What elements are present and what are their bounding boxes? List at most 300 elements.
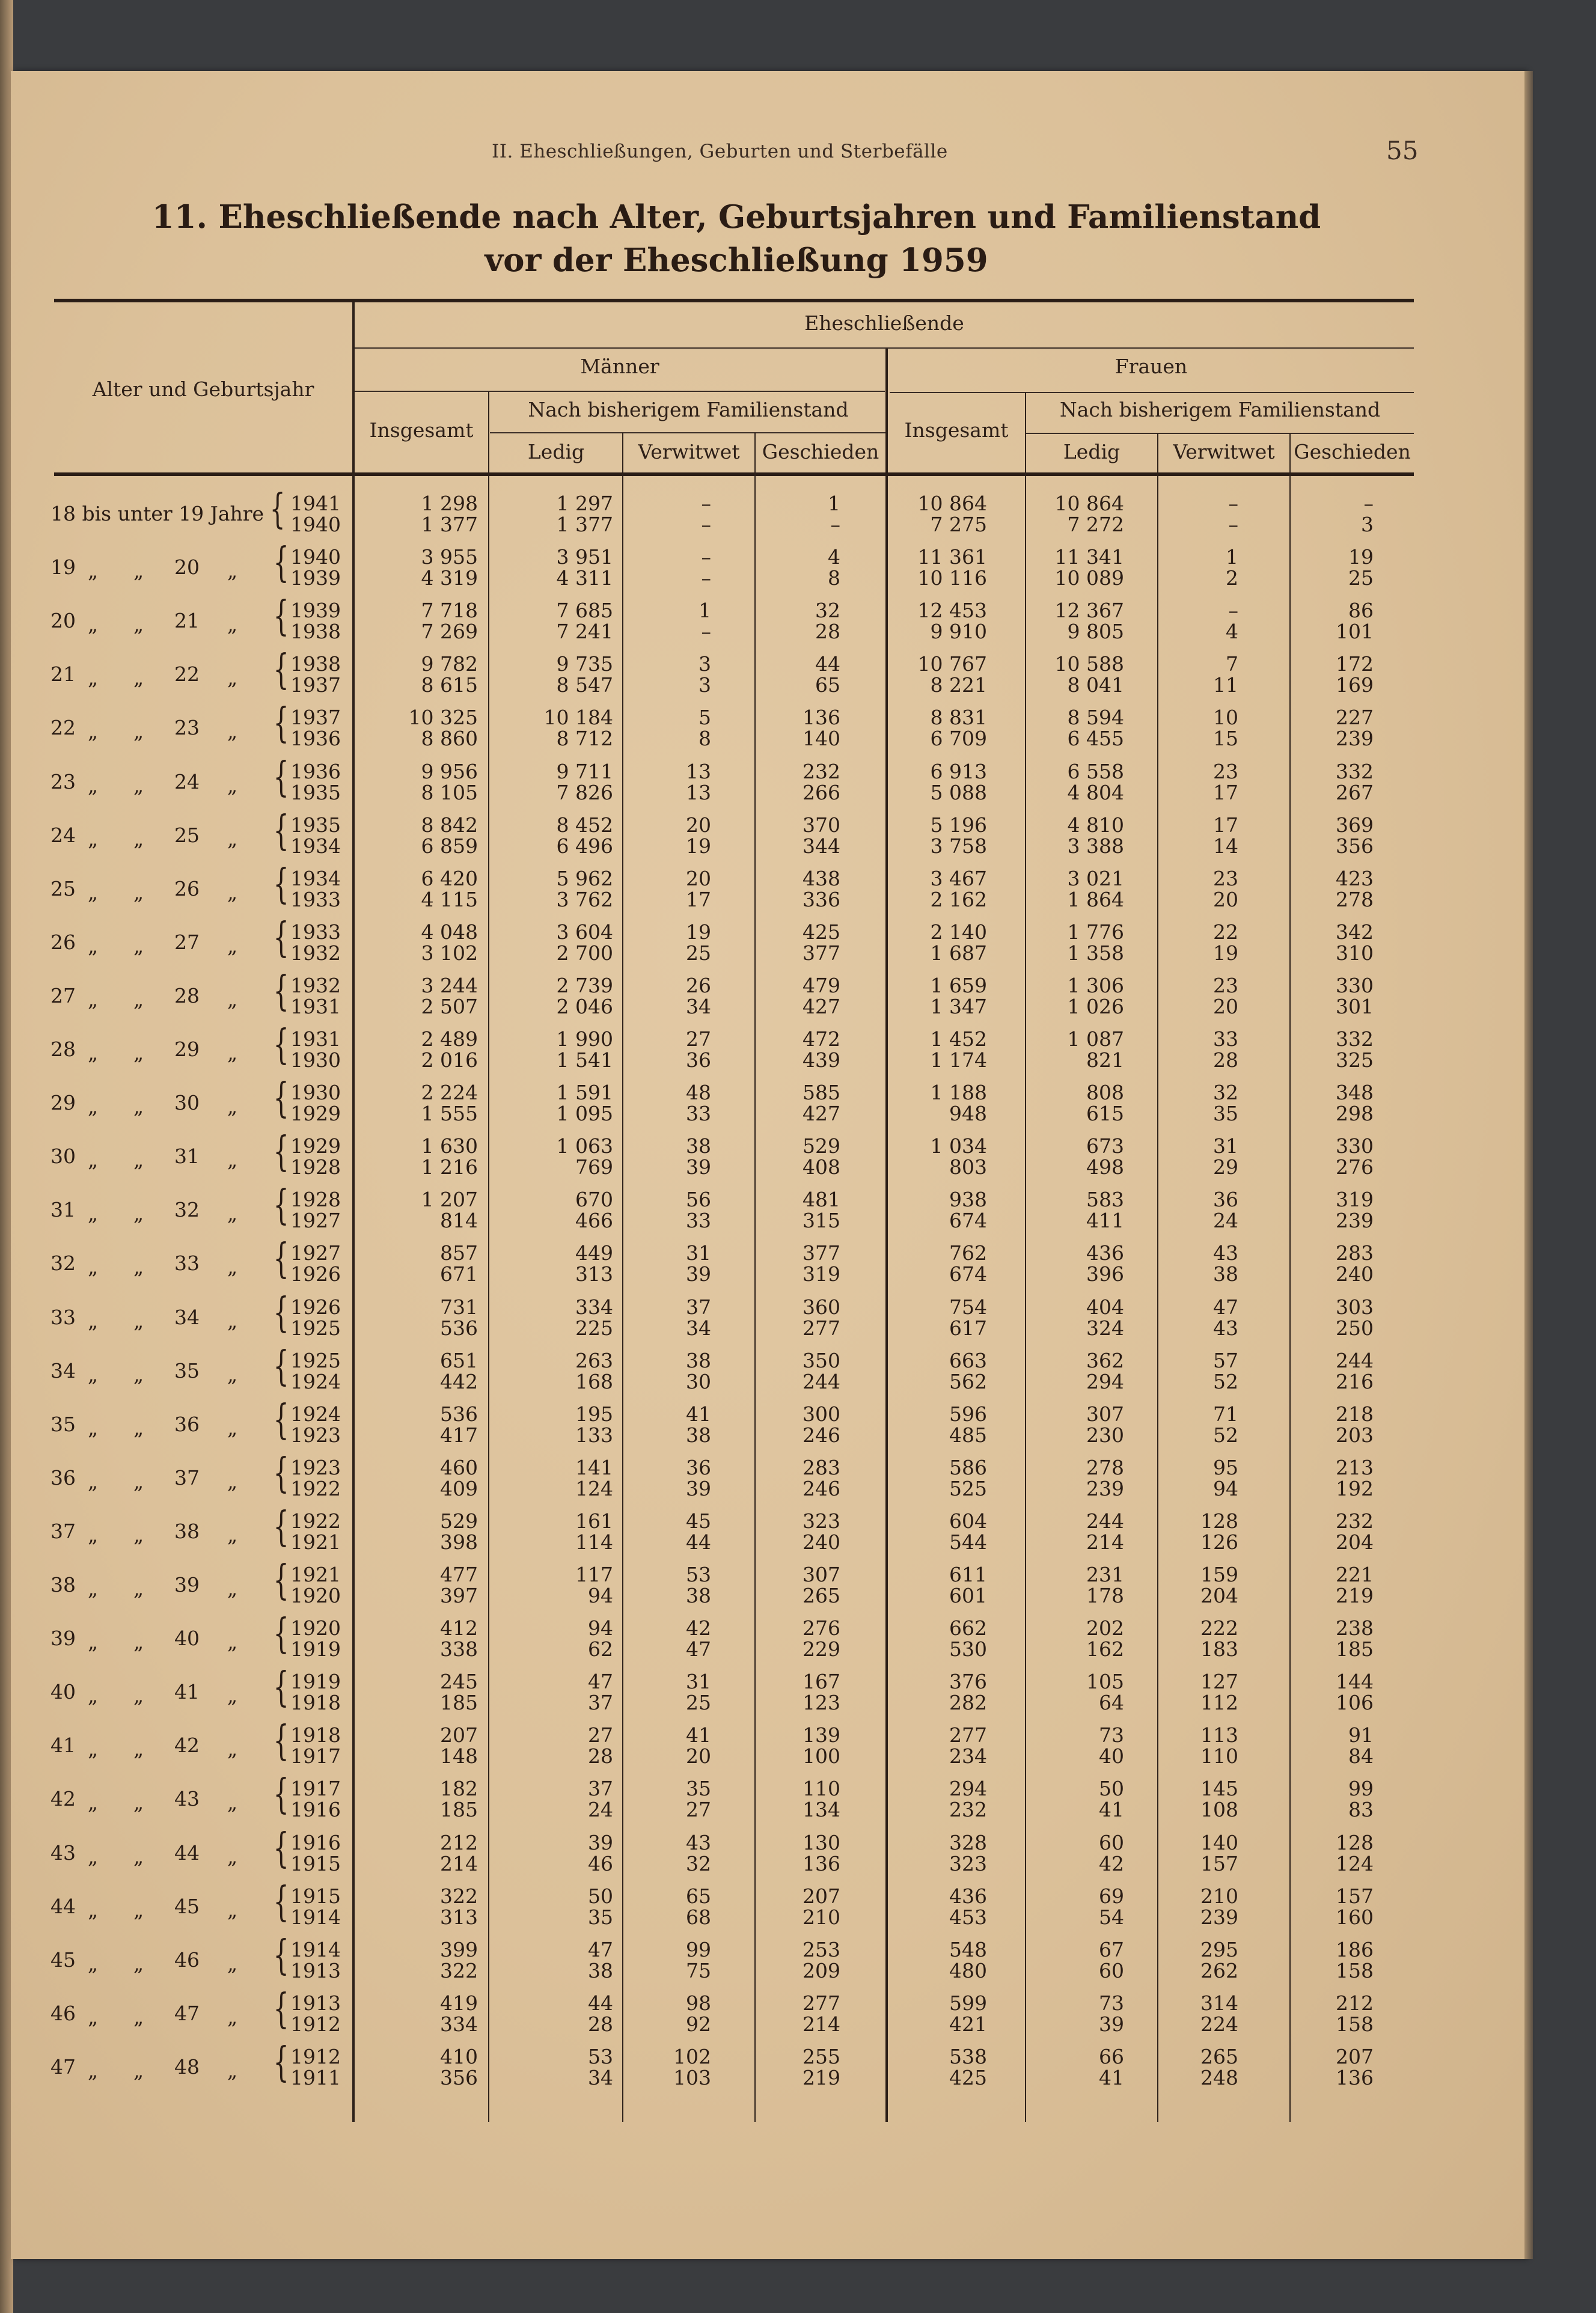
cell-m-total: 3 955: [421, 545, 478, 569]
brace-icon: {: [273, 1717, 289, 1765]
age-to: 25: [174, 823, 200, 847]
cell-m-widowed: 3: [699, 673, 711, 697]
cell-m-single: 62: [588, 1637, 613, 1661]
cell-w-single: 10 089: [1054, 566, 1124, 590]
age-from: 43: [50, 1841, 76, 1865]
cell-w-divorced: 332: [1336, 1027, 1374, 1051]
cell-m-widowed: 38: [686, 1584, 711, 1607]
cell-m-widowed: 13: [686, 759, 711, 783]
cell-w-divorced: 84: [1348, 1744, 1374, 1768]
cell-m-widowed: 25: [686, 941, 711, 965]
col-divider: [488, 475, 489, 2122]
cell-w-total: 525: [949, 1476, 987, 1500]
cell-w-widowed: 222: [1200, 1616, 1238, 1640]
cell-w-divorced: 83: [1348, 1798, 1374, 1822]
cell-w-widowed: 112: [1200, 1691, 1238, 1715]
birth-year: 1933: [290, 887, 341, 911]
birth-year: 1924: [290, 1369, 341, 1393]
age-from: 24: [50, 823, 76, 847]
birth-year: 1931: [290, 1027, 341, 1051]
brace-icon: {: [273, 1449, 289, 1497]
age-to: 39: [174, 1573, 200, 1596]
cell-w-widowed: 15: [1213, 727, 1238, 751]
cell-m-total: 9 956: [421, 759, 478, 783]
cell-w-single: 362: [1086, 1348, 1124, 1372]
brace-icon: {: [273, 967, 289, 1015]
cell-m-divorced: 28: [815, 620, 840, 644]
header-rule-men-status: [490, 432, 887, 433]
cell-m-single: 46: [588, 1851, 613, 1875]
header-bottom-rule: [54, 472, 1414, 476]
birth-year: 1930: [290, 1048, 341, 1072]
ditto-mark: „: [227, 933, 238, 958]
cell-m-single: 133: [575, 1423, 613, 1447]
birth-year: 1928: [290, 1155, 341, 1179]
age-from: 35: [50, 1412, 76, 1436]
cell-w-widowed: –: [1228, 599, 1238, 623]
cell-w-widowed: 1: [1226, 545, 1238, 569]
ditto-mark: „: [133, 720, 144, 744]
header-rule-1: [355, 347, 1414, 349]
ditto-mark: „: [133, 1898, 144, 1922]
cell-m-divorced: 136: [803, 706, 840, 730]
brace-icon: {: [273, 1985, 289, 2033]
ditto-mark: „: [227, 1309, 238, 1333]
cell-m-divorced: 232: [803, 759, 840, 783]
ditto-mark: „: [133, 1577, 144, 1600]
cell-w-single: 294: [1086, 1369, 1124, 1393]
cell-m-divorced: 276: [803, 1616, 840, 1640]
ditto-mark: „: [133, 1523, 144, 1547]
cell-w-total: 938: [949, 1188, 987, 1212]
cell-m-widowed: 44: [686, 1530, 711, 1554]
ditto-mark: „: [88, 1951, 99, 1975]
age-from: 26: [50, 930, 76, 954]
cell-m-divorced: 8: [828, 566, 840, 590]
cell-w-total: 663: [949, 1348, 987, 1372]
birth-year: 1914: [290, 1905, 341, 1929]
cell-m-total: 7 718: [421, 599, 478, 623]
cell-w-divorced: 301: [1336, 994, 1374, 1018]
cell-w-divorced: 250: [1336, 1316, 1374, 1340]
age-from: 38: [50, 1573, 76, 1596]
ditto-mark: „: [227, 1095, 238, 1119]
brace-icon: {: [273, 1664, 289, 1712]
cell-m-widowed: 92: [686, 2012, 711, 2036]
cell-w-divorced: 128: [1336, 1830, 1374, 1854]
header-rule-women: [890, 392, 1414, 393]
cell-m-total: 207: [440, 1723, 478, 1747]
cell-w-widowed: 31: [1213, 1134, 1238, 1158]
cell-w-single: 60: [1099, 1830, 1124, 1854]
cell-w-total: 948: [949, 1102, 987, 1126]
cell-w-total: 538: [949, 2044, 987, 2068]
cell-m-widowed: 20: [686, 813, 711, 837]
cell-m-single: 37: [588, 1777, 613, 1801]
cell-m-total: 417: [440, 1423, 478, 1447]
cell-m-widowed: 3: [699, 652, 711, 676]
cell-w-single: 230: [1086, 1423, 1124, 1447]
cell-m-widowed: 39: [686, 1262, 711, 1286]
cell-w-divorced: 219: [1336, 1584, 1374, 1607]
cell-m-divorced: 585: [803, 1081, 840, 1105]
cell-w-single: 12 367: [1054, 599, 1124, 623]
cell-w-divorced: 207: [1336, 2044, 1374, 2068]
cell-w-widowed: 95: [1213, 1455, 1238, 1479]
birth-year: 1935: [290, 780, 341, 804]
birth-year: 1923: [290, 1455, 341, 1479]
ditto-mark: „: [133, 1951, 144, 1975]
brace-icon: {: [273, 1557, 289, 1604]
cell-m-widowed: –: [701, 492, 711, 515]
cell-w-divorced: 232: [1336, 1509, 1374, 1533]
cell-w-total: 1 188: [930, 1081, 987, 1105]
cell-m-widowed: 33: [686, 1209, 711, 1233]
birth-year: 1920: [290, 1584, 341, 1607]
cell-m-divorced: 408: [803, 1155, 840, 1179]
cell-w-total: 754: [949, 1295, 987, 1319]
cell-w-divorced: 330: [1336, 973, 1374, 997]
header-rule-men: [355, 391, 885, 392]
birth-year: 1932: [290, 973, 341, 997]
cell-m-total: 8 105: [421, 780, 478, 804]
cell-m-divorced: 240: [803, 1530, 840, 1554]
cell-w-single: 67: [1099, 1937, 1124, 1961]
birth-year: 1925: [290, 1316, 341, 1340]
cell-m-divorced: 253: [803, 1937, 840, 1961]
cell-m-total: 529: [440, 1509, 478, 1533]
cell-w-single: 214: [1086, 1530, 1124, 1554]
cell-w-single: 1 306: [1067, 973, 1124, 997]
cell-m-single: 7 241: [556, 620, 613, 644]
ditto-mark: „: [133, 1309, 144, 1333]
birth-year: 1939: [290, 599, 341, 623]
cell-m-widowed: 8: [699, 727, 711, 751]
cell-w-divorced: 239: [1336, 1209, 1374, 1233]
birth-year: 1934: [290, 834, 341, 858]
ditto-mark: „: [227, 2005, 238, 2029]
cell-w-widowed: 314: [1200, 1991, 1238, 2015]
cell-w-widowed: 17: [1213, 780, 1238, 804]
cell-w-divorced: 310: [1336, 941, 1374, 965]
header-women-single: Ledig: [1063, 440, 1121, 463]
cell-m-divorced: 266: [803, 780, 840, 804]
ditto-mark: „: [227, 1844, 238, 1868]
cell-m-single: 114: [575, 1530, 613, 1554]
cell-w-divorced: 160: [1336, 1905, 1374, 1929]
cell-m-divorced: 244: [803, 1369, 840, 1393]
age-to: 33: [174, 1251, 200, 1276]
cell-m-total: 3 102: [421, 941, 478, 965]
cell-m-widowed: –: [701, 513, 711, 536]
age-from: 44: [50, 1894, 76, 1918]
cell-w-widowed: 239: [1200, 1905, 1238, 1929]
stub-divider: [352, 302, 355, 2122]
cell-m-total: 212: [440, 1830, 478, 1854]
cell-w-total: 425: [949, 2065, 987, 2089]
table-top-rule: [54, 299, 1414, 302]
cell-m-single: 47: [588, 1937, 613, 1961]
cell-w-divorced: 169: [1336, 673, 1374, 697]
cell-m-total: 397: [440, 1584, 478, 1607]
cell-w-divorced: 158: [1336, 2012, 1374, 2036]
ditto-mark: „: [227, 1737, 238, 1761]
cell-m-single: 3 604: [556, 920, 613, 944]
cell-w-divorced: 19: [1348, 545, 1374, 569]
cell-m-divorced: 360: [803, 1295, 840, 1319]
cell-m-single: 53: [588, 2044, 613, 2068]
cell-w-widowed: 127: [1200, 1670, 1238, 1694]
cell-m-divorced: 136: [803, 1851, 840, 1875]
cell-w-single: 54: [1099, 1905, 1124, 1929]
age-from: 41: [50, 1734, 76, 1758]
cell-w-widowed: 295: [1200, 1937, 1238, 1961]
cell-m-total: 398: [440, 1530, 478, 1554]
cell-m-divorced: 323: [803, 1509, 840, 1533]
brace-icon: {: [273, 914, 289, 962]
cell-m-single: 6 496: [556, 834, 613, 858]
ditto-mark: „: [227, 1523, 238, 1547]
brace-icon: {: [273, 1503, 289, 1551]
ditto-mark: „: [133, 1095, 144, 1119]
age-to: 23: [174, 716, 200, 740]
header-women-total: Insgesamt: [904, 418, 1009, 442]
cell-w-widowed: 110: [1200, 1744, 1238, 1768]
cell-w-divorced: 356: [1336, 834, 1374, 858]
birth-year: 1933: [290, 920, 341, 944]
cell-m-widowed: 36: [686, 1455, 711, 1479]
cell-w-single: 10 864: [1054, 492, 1124, 515]
cell-w-total: 436: [949, 1884, 987, 1908]
ditto-mark: „: [227, 773, 238, 797]
cell-w-widowed: 23: [1213, 866, 1238, 890]
cell-m-divorced: 350: [803, 1348, 840, 1372]
cell-m-widowed: 53: [686, 1563, 711, 1586]
birth-year: 1938: [290, 620, 341, 644]
cell-m-widowed: –: [701, 545, 711, 569]
cell-w-widowed: 35: [1213, 1102, 1238, 1126]
cell-w-divorced: 212: [1336, 1991, 1374, 2015]
cell-w-single: 40: [1099, 1744, 1124, 1768]
cell-m-total: 8 842: [421, 813, 478, 837]
age-from: 37: [50, 1519, 76, 1543]
ditto-mark: „: [88, 2058, 99, 2082]
cell-w-divorced: 283: [1336, 1241, 1374, 1265]
cell-m-divorced: 529: [803, 1134, 840, 1158]
cell-m-total: 214: [440, 1851, 478, 1875]
cell-m-single: 3 951: [556, 545, 613, 569]
birth-year: 1925: [290, 1348, 341, 1372]
birth-year: 1923: [290, 1423, 341, 1447]
cell-w-widowed: 19: [1213, 941, 1238, 965]
brace-icon: {: [273, 1396, 289, 1444]
cell-m-single: 263: [575, 1348, 613, 1372]
cell-m-single: 39: [588, 1830, 613, 1854]
cell-m-total: 419: [440, 1991, 478, 2015]
cell-w-widowed: 7: [1226, 652, 1238, 676]
cell-w-divorced: 136: [1336, 2065, 1374, 2089]
cell-w-widowed: 38: [1213, 1262, 1238, 1286]
cell-m-divorced: 277: [803, 1991, 840, 2015]
header-women-divorced: Geschieden: [1294, 440, 1411, 463]
cell-w-widowed: 265: [1200, 2044, 1238, 2068]
ditto-mark: „: [88, 933, 99, 958]
cell-m-total: 185: [440, 1691, 478, 1715]
stub-header: Alter und Geburtsjahr: [92, 377, 314, 401]
birth-year: 1918: [290, 1691, 341, 1715]
cell-w-divorced: 423: [1336, 866, 1374, 890]
birth-year: 1913: [290, 1991, 341, 2015]
cell-w-total: 674: [949, 1262, 987, 1286]
cell-w-widowed: 157: [1200, 1851, 1238, 1875]
cell-w-widowed: 128: [1200, 1509, 1238, 1533]
cell-m-divorced: 140: [803, 727, 840, 751]
cell-w-divorced: 348: [1336, 1081, 1374, 1105]
ditto-mark: „: [88, 1469, 99, 1493]
cell-w-total: 5 088: [930, 780, 987, 804]
birth-year: 1936: [290, 727, 341, 751]
ditto-mark: „: [88, 1737, 99, 1761]
cell-w-single: 11 341: [1054, 545, 1124, 569]
brace-icon: {: [273, 593, 289, 641]
cell-m-divorced: 425: [803, 920, 840, 944]
cell-w-single: 178: [1086, 1584, 1124, 1607]
cell-m-widowed: 41: [686, 1402, 711, 1426]
cell-m-total: 4 115: [421, 887, 478, 911]
cell-w-widowed: 52: [1213, 1369, 1238, 1393]
cell-m-total: 9 782: [421, 652, 478, 676]
birth-year: 1922: [290, 1476, 341, 1500]
cell-w-single: 3 388: [1067, 834, 1124, 858]
age-from: 39: [50, 1627, 76, 1651]
header-women-status: Nach bisherigem Familienstand: [1059, 398, 1381, 421]
cell-w-divorced: –: [1363, 492, 1374, 515]
cell-m-total: 185: [440, 1798, 478, 1822]
birth-year: 1915: [290, 1851, 341, 1875]
cell-w-total: 544: [949, 1530, 987, 1554]
cell-m-widowed: 19: [686, 834, 711, 858]
header-men: Männer: [580, 355, 659, 378]
ditto-mark: „: [227, 1469, 238, 1493]
cell-m-single: 8 712: [556, 727, 613, 751]
birth-year: 1926: [290, 1262, 341, 1286]
cell-w-divorced: 342: [1336, 920, 1374, 944]
ditto-mark: „: [88, 1148, 99, 1172]
cell-m-single: 44: [588, 1991, 613, 2015]
ditto-mark: „: [227, 1148, 238, 1172]
cell-m-total: 536: [440, 1402, 478, 1426]
birth-year: 1916: [290, 1798, 341, 1822]
cell-w-divorced: 186: [1336, 1937, 1374, 1961]
cell-w-divorced: 3: [1361, 513, 1374, 536]
brace-icon: {: [273, 1824, 289, 1872]
cell-m-single: 47: [588, 1670, 613, 1694]
cell-w-divorced: 218: [1336, 1402, 1374, 1426]
brace-icon: {: [273, 1342, 289, 1390]
cell-m-widowed: –: [701, 566, 711, 590]
cell-w-total: 6 709: [930, 727, 987, 751]
cell-w-single: 4 810: [1067, 813, 1124, 837]
cell-w-total: 548: [949, 1937, 987, 1961]
cell-w-single: 411: [1086, 1209, 1124, 1233]
cell-m-single: 94: [588, 1584, 613, 1607]
age-to: 44: [174, 1841, 200, 1865]
cell-w-widowed: 4: [1226, 620, 1238, 644]
cell-m-divorced: 439: [803, 1048, 840, 1072]
age-to: 20: [174, 555, 200, 579]
birth-year: 1919: [290, 1637, 341, 1661]
birth-year: 1936: [290, 759, 341, 783]
brace-icon: {: [269, 486, 286, 533]
ditto-mark: „: [88, 1202, 99, 1226]
cell-m-single: 670: [575, 1188, 613, 1212]
table-title: 11. Eheschließende nach Alter, Geburtsjahren und Familienstand: [151, 198, 1321, 236]
cell-w-widowed: 23: [1213, 973, 1238, 997]
cell-m-divorced: 377: [803, 941, 840, 965]
cell-w-single: 498: [1086, 1155, 1124, 1179]
age-from: 22: [50, 716, 76, 740]
cell-w-divorced: 239: [1336, 727, 1374, 751]
cell-m-divorced: 479: [803, 973, 840, 997]
cell-m-total: 6 420: [421, 866, 478, 890]
cell-m-divorced: 481: [803, 1188, 840, 1212]
age-to: 35: [174, 1358, 200, 1383]
cell-w-divorced: 298: [1336, 1102, 1374, 1126]
cell-w-divorced: 332: [1336, 759, 1374, 783]
cell-w-single: 583: [1086, 1188, 1124, 1212]
cell-m-single: 28: [588, 2012, 613, 2036]
ditto-mark: „: [88, 773, 99, 797]
cell-w-total: 294: [949, 1777, 987, 1801]
cell-m-divorced: 4: [828, 545, 840, 569]
cell-w-divorced: 204: [1336, 1530, 1374, 1554]
birth-year: 1915: [290, 1884, 341, 1908]
cell-w-divorced: 238: [1336, 1616, 1374, 1640]
ditto-mark: „: [88, 720, 99, 744]
cell-m-single: 28: [588, 1744, 613, 1768]
birth-year: 1939: [290, 566, 341, 590]
cell-w-single: 239: [1086, 1476, 1124, 1500]
cell-w-divorced: 303: [1336, 1295, 1374, 1319]
cell-w-single: 821: [1086, 1048, 1124, 1072]
cell-w-divorced: 158: [1336, 1958, 1374, 1982]
cell-w-single: 50: [1099, 1777, 1124, 1801]
cell-m-divorced: 283: [803, 1455, 840, 1479]
cell-w-total: 1 347: [930, 994, 987, 1018]
ditto-mark: „: [88, 1255, 99, 1279]
cell-w-widowed: 126: [1200, 1530, 1238, 1554]
cell-w-divorced: 144: [1336, 1670, 1374, 1694]
cell-w-widowed: 52: [1213, 1423, 1238, 1447]
cell-w-divorced: 106: [1336, 1691, 1374, 1715]
cell-m-divorced: 214: [803, 2012, 840, 2036]
birth-year: 1934: [290, 866, 341, 890]
cell-w-total: 10 767: [917, 652, 987, 676]
cell-w-single: 41: [1099, 2065, 1124, 2089]
cell-m-widowed: 37: [686, 1295, 711, 1319]
cell-m-single: 8 452: [556, 813, 613, 837]
page-number: 55: [1386, 136, 1419, 165]
cell-m-single: 334: [575, 1295, 613, 1319]
ditto-mark: „: [133, 1737, 144, 1761]
brace-icon: {: [273, 807, 289, 855]
cell-m-widowed: 17: [686, 887, 711, 911]
cell-w-single: 66: [1099, 2044, 1124, 2068]
ditto-mark: „: [227, 559, 238, 583]
cell-m-widowed: 33: [686, 1102, 711, 1126]
ditto-mark: „: [227, 2058, 238, 2082]
birth-year: 1916: [290, 1830, 341, 1854]
